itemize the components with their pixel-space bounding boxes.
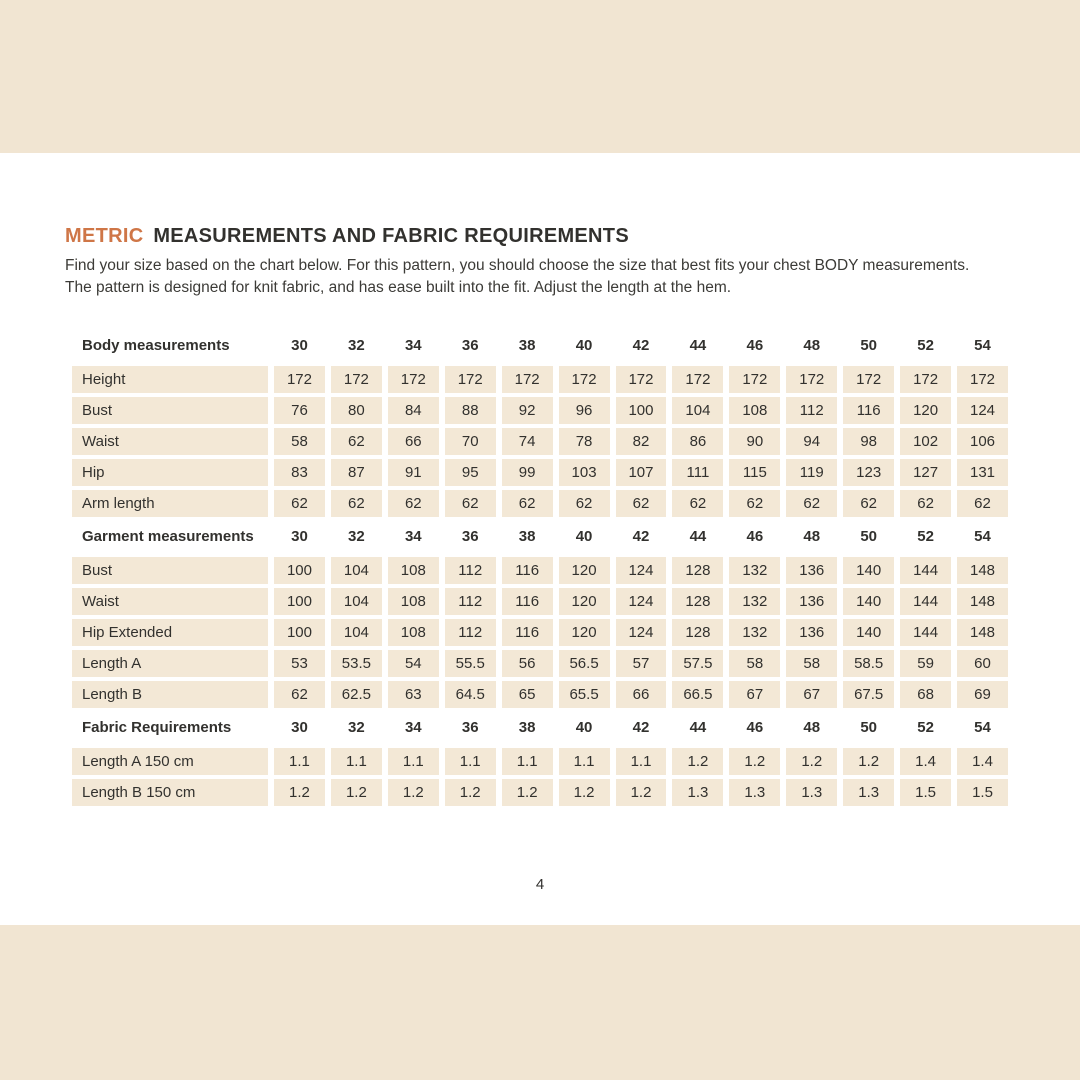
intro-line-1: Find your size based on the chart below. For this pattern, you should choose the size that best fits your chest BODY measurements. [65,257,970,274]
size-header-cell: 52 [917,719,934,737]
value-cell: 76 [274,397,325,424]
value-cell: 148 [957,557,1008,584]
value-cell: 104 [331,588,382,615]
value-cell: 80 [331,397,382,424]
value-cell: 124 [616,619,667,646]
value-cell: 172 [843,366,894,393]
value-cell: 1.2 [331,779,382,806]
value-cell: 120 [559,557,610,584]
value-cell: 112 [445,619,496,646]
value-cell: 100 [274,619,325,646]
value-cell: 144 [900,619,951,646]
value-cell: 100 [616,397,667,424]
value-cell: 62 [616,490,667,517]
value-cell: 120 [559,588,610,615]
value-cell: 128 [672,619,723,646]
value-cell: 90 [729,428,780,455]
value-cell: 62 [388,490,439,517]
size-header-cell: 46 [746,719,764,737]
value-cell: 62 [786,490,837,517]
value-cell: 119 [786,459,837,486]
value-cell: 84 [388,397,439,424]
size-header-cell: 42 [632,719,650,737]
value-cell: 172 [786,366,837,393]
value-cell: 127 [900,459,951,486]
value-cell: 70 [445,428,496,455]
value-cell: 74 [502,428,553,455]
value-cell: 64.5 [445,681,496,708]
size-header-cell: 52 [917,337,934,355]
size-header-cell: 40 [575,337,593,355]
value-cell: 1.1 [445,748,496,775]
size-header-cell: 54 [974,337,991,355]
value-cell: 116 [502,557,553,584]
value-cell: 136 [786,619,837,646]
value-cell: 66 [388,428,439,455]
value-cell: 1.3 [786,779,837,806]
size-header-cell: 48 [803,528,821,546]
size-header-cell: 42 [632,528,650,546]
value-cell: 59 [900,650,951,677]
value-cell: 144 [900,588,951,615]
value-cell: 56.5 [559,650,610,677]
value-cell: 112 [445,557,496,584]
value-cell: 124 [616,557,667,584]
value-cell: 67 [786,681,837,708]
value-cell: 112 [786,397,837,424]
value-cell: 62 [957,490,1008,517]
section-header-label: Body measurements [82,337,230,355]
value-cell: 172 [388,366,439,393]
value-cell: 1.2 [445,779,496,806]
value-cell: 62.5 [331,681,382,708]
value-cell: 1.3 [729,779,780,806]
value-cell: 62 [331,490,382,517]
value-cell: 78 [559,428,610,455]
size-header-cell: 46 [746,528,764,546]
value-cell: 111 [672,459,723,486]
value-cell: 116 [502,619,553,646]
value-cell: 62 [445,490,496,517]
value-cell: 62 [900,490,951,517]
size-header-cell: 30 [291,719,308,737]
value-cell: 132 [729,588,780,615]
size-header-cell: 36 [461,337,479,355]
intro-paragraph [65,255,1015,300]
value-cell: 1.3 [843,779,894,806]
page-title [65,225,1080,248]
value-cell: 58 [274,428,325,455]
value-cell: 1.1 [274,748,325,775]
value-cell: 65 [502,681,553,708]
size-header-cell: 46 [746,337,764,355]
value-cell: 62 [331,428,382,455]
size-header-cell: 48 [803,337,821,355]
value-cell: 172 [616,366,667,393]
value-cell: 95 [445,459,496,486]
size-header-cell: 30 [291,528,308,546]
value-cell: 132 [729,619,780,646]
value-cell: 104 [331,619,382,646]
value-cell: 60 [957,650,1008,677]
value-cell: 66.5 [672,681,723,708]
row-label: Length B 150 cm [72,779,268,806]
value-cell: 1.2 [559,779,610,806]
size-header-cell: 34 [404,719,422,737]
value-cell: 140 [843,588,894,615]
row-label: Waist [72,588,268,615]
value-cell: 1.1 [616,748,667,775]
page-title-rest: MEASUREMENTS AND FABRIC REQUIREMENTS [153,225,629,247]
value-cell: 144 [900,557,951,584]
value-cell: 108 [388,557,439,584]
value-cell: 124 [957,397,1008,424]
value-cell: 55.5 [445,650,496,677]
value-cell: 103 [559,459,610,486]
size-header-cell: 50 [860,528,878,546]
value-cell: 148 [957,588,1008,615]
size-header-cell: 44 [689,528,707,546]
value-cell: 124 [616,588,667,615]
bottom-cream-band [0,925,1080,1080]
size-header-cell: 32 [348,719,365,737]
value-cell: 62 [502,490,553,517]
value-cell: 99 [502,459,553,486]
row-label: Hip Extended [72,619,268,646]
value-cell: 172 [274,366,325,393]
value-cell: 1.2 [616,779,667,806]
size-header-cell: 54 [974,719,991,737]
value-cell: 131 [957,459,1008,486]
value-cell: 57.5 [672,650,723,677]
value-cell: 123 [843,459,894,486]
value-cell: 63 [388,681,439,708]
value-cell: 104 [331,557,382,584]
value-cell: 67.5 [843,681,894,708]
value-cell: 1.2 [388,779,439,806]
value-cell: 108 [388,588,439,615]
size-header-cell: 52 [917,528,934,546]
value-cell: 56 [502,650,553,677]
size-header-cell: 42 [632,337,650,355]
value-cell: 172 [672,366,723,393]
value-cell: 62 [274,681,325,708]
value-cell: 69 [957,681,1008,708]
value-cell: 172 [502,366,553,393]
value-cell: 108 [729,397,780,424]
value-cell: 58 [786,650,837,677]
value-cell: 58 [729,650,780,677]
value-cell: 62 [729,490,780,517]
value-cell: 128 [672,557,723,584]
value-cell: 62 [559,490,610,517]
value-cell: 116 [843,397,894,424]
value-cell: 92 [502,397,553,424]
page-title-accent: METRIC [65,225,144,247]
value-cell: 106 [957,428,1008,455]
row-label: Length A 150 cm [72,748,268,775]
page-number: 4 [535,876,545,893]
value-cell: 1.5 [900,779,951,806]
value-cell: 100 [274,588,325,615]
size-header-cell: 38 [518,719,536,737]
value-cell: 1.2 [274,779,325,806]
size-header-cell: 30 [291,337,308,355]
row-label: Bust [72,397,268,424]
value-cell: 115 [729,459,780,486]
top-cream-band [0,0,1080,153]
value-cell: 172 [957,366,1008,393]
value-cell: 1.2 [502,779,553,806]
value-cell: 1.2 [729,748,780,775]
value-cell: 91 [388,459,439,486]
row-label: Waist [72,428,268,455]
value-cell: 53 [274,650,325,677]
value-cell: 57 [616,650,667,677]
value-cell: 172 [445,366,496,393]
value-cell: 1.3 [672,779,723,806]
value-cell: 65.5 [559,681,610,708]
value-cell: 172 [729,366,780,393]
value-cell: 98 [843,428,894,455]
value-cell: 120 [559,619,610,646]
page-content [0,153,1080,806]
value-cell: 100 [274,557,325,584]
value-cell: 1.1 [331,748,382,775]
value-cell: 1.2 [843,748,894,775]
value-cell: 66 [616,681,667,708]
size-header-cell: 40 [575,719,593,737]
size-header-cell: 50 [860,337,878,355]
row-label: Bust [72,557,268,584]
value-cell: 82 [616,428,667,455]
size-header-cell: 54 [974,528,991,546]
value-cell: 88 [445,397,496,424]
size-header-cell: 38 [518,528,536,546]
value-cell: 132 [729,557,780,584]
value-cell: 104 [672,397,723,424]
value-cell: 172 [900,366,951,393]
value-cell: 86 [672,428,723,455]
value-cell: 148 [957,619,1008,646]
value-cell: 102 [900,428,951,455]
value-cell: 94 [786,428,837,455]
section-header-label: Fabric Requirements [82,719,232,737]
size-header-cell: 44 [689,337,707,355]
value-cell: 62 [672,490,723,517]
value-cell: 1.2 [672,748,723,775]
value-cell: 112 [445,588,496,615]
size-header-cell: 34 [404,528,422,546]
row-label: Arm length [72,490,268,517]
value-cell: 107 [616,459,667,486]
value-cell: 58.5 [843,650,894,677]
value-cell: 172 [559,366,610,393]
value-cell: 54 [388,650,439,677]
value-cell: 172 [331,366,382,393]
value-cell: 62 [843,490,894,517]
value-cell: 136 [786,588,837,615]
row-label: Length A [72,650,268,677]
size-header-cell: 32 [348,337,365,355]
size-header-cell: 38 [518,337,536,355]
value-cell: 1.4 [900,748,951,775]
size-header-cell: 36 [461,528,479,546]
value-cell: 96 [559,397,610,424]
size-header-cell: 48 [803,719,821,737]
size-header-cell: 32 [348,528,365,546]
measurement-table [72,330,1008,806]
row-label: Height [72,366,268,393]
value-cell: 87 [331,459,382,486]
value-cell: 67 [729,681,780,708]
value-cell: 108 [388,619,439,646]
size-header-cell: 44 [689,719,707,737]
value-cell: 140 [843,557,894,584]
value-cell: 68 [900,681,951,708]
value-cell: 62 [274,490,325,517]
value-cell: 1.5 [957,779,1008,806]
value-cell: 136 [786,557,837,584]
size-header-cell: 36 [461,719,479,737]
size-header-cell: 50 [860,719,878,737]
value-cell: 120 [900,397,951,424]
value-cell: 1.1 [388,748,439,775]
value-cell: 1.1 [559,748,610,775]
value-cell: 1.1 [502,748,553,775]
value-cell: 83 [274,459,325,486]
value-cell: 140 [843,619,894,646]
section-header-label: Garment measurements [82,528,254,546]
size-header-cell: 40 [575,528,593,546]
value-cell: 128 [672,588,723,615]
value-cell: 53.5 [331,650,382,677]
row-label: Length B [72,681,268,708]
value-cell: 1.4 [957,748,1008,775]
value-cell: 1.2 [786,748,837,775]
value-cell: 116 [502,588,553,615]
size-header-cell: 34 [404,337,422,355]
intro-line-2: The pattern is designed for knit fabric, and has ease built into the fit. Adjust the length at the hem. [65,279,732,297]
row-label: Hip [72,459,268,486]
